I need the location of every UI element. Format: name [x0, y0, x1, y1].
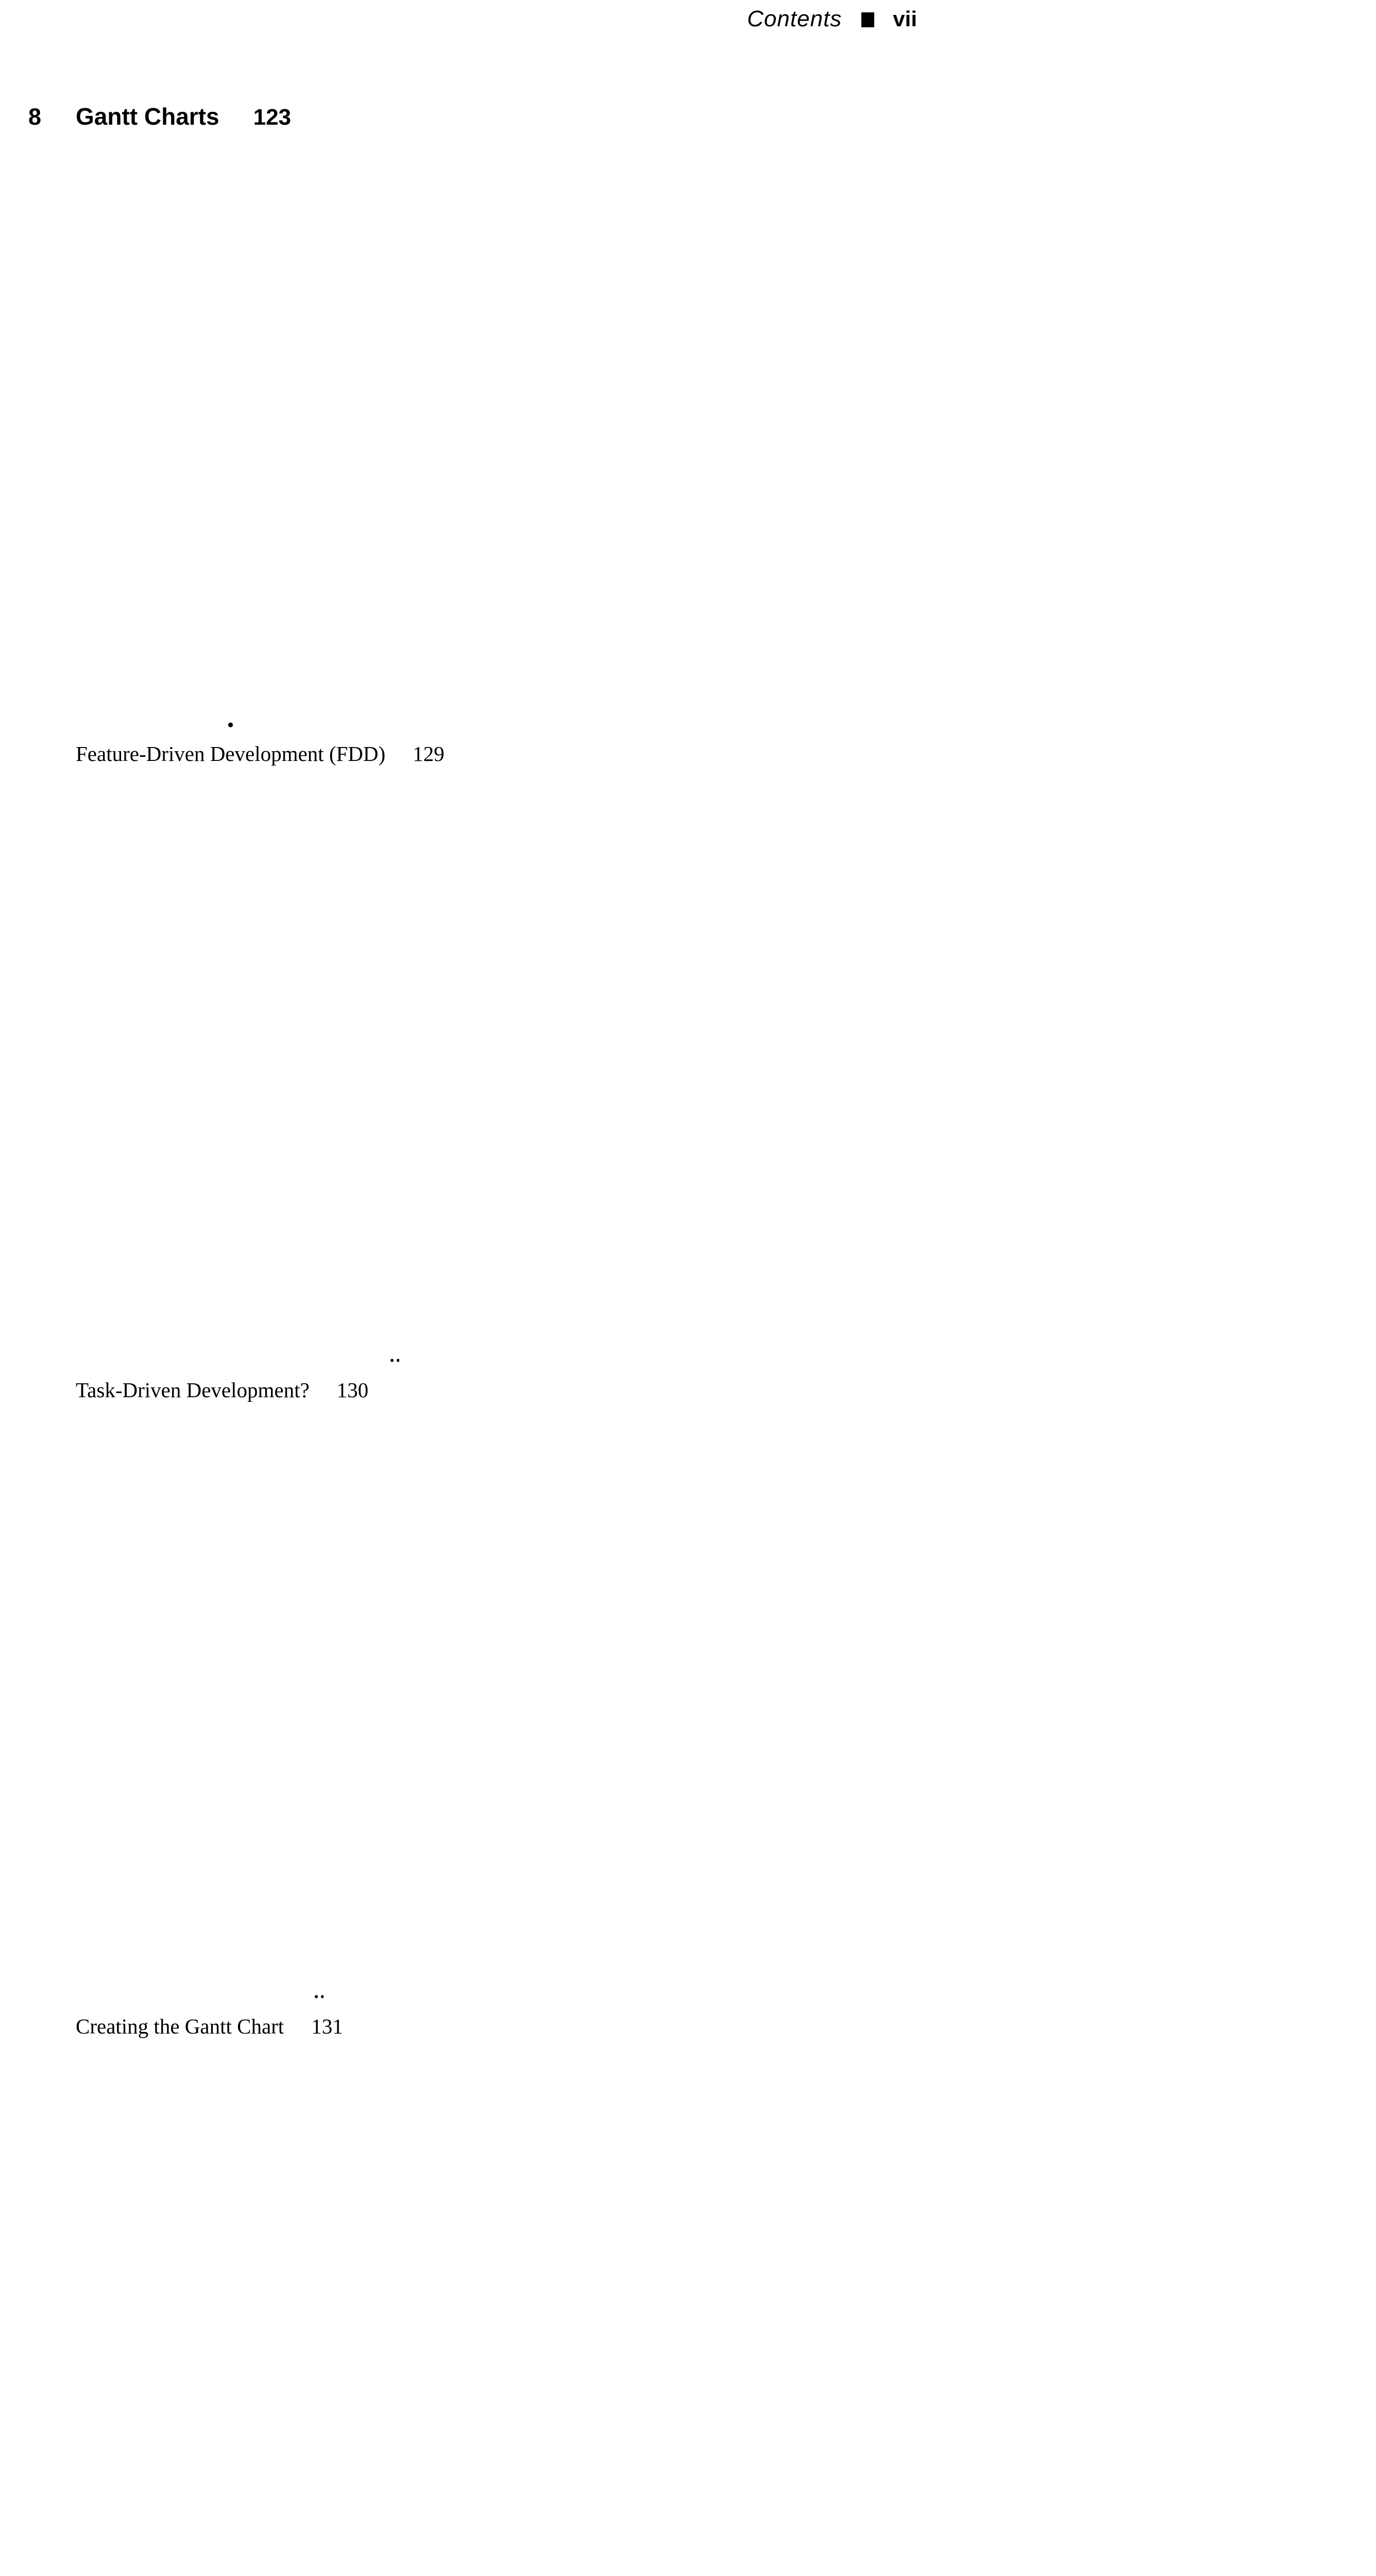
entry-title: Task-Driven Development? — [76, 1378, 310, 1402]
dot-leader — [287, 2006, 298, 2576]
page-number: 123 — [253, 105, 292, 130]
toc-entry — [10, 97, 917, 733]
entry-title: Gantt Charts — [76, 103, 219, 130]
page-number: 130 — [336, 1378, 369, 1402]
toc-entry — [76, 2006, 917, 2576]
dot-leader — [389, 733, 399, 1369]
page-number: 131 — [311, 2014, 343, 2038]
entry-title: Creating the Gantt Chart — [76, 2014, 284, 2038]
dot-leader — [226, 97, 236, 733]
toc-entry — [76, 733, 917, 1369]
entry-title: Feature-Driven Development (FDD) — [76, 742, 386, 766]
page-folio: vii — [893, 7, 917, 31]
square-marker-icon — [861, 12, 874, 27]
chapter-number: 8 — [28, 104, 41, 130]
running-header — [10, 6, 917, 32]
dot-leader — [313, 1369, 324, 2006]
running-head-title: Contents — [747, 6, 842, 31]
toc-entry — [76, 1369, 917, 2006]
page-number: 129 — [413, 742, 445, 766]
table-of-contents — [10, 97, 917, 2576]
